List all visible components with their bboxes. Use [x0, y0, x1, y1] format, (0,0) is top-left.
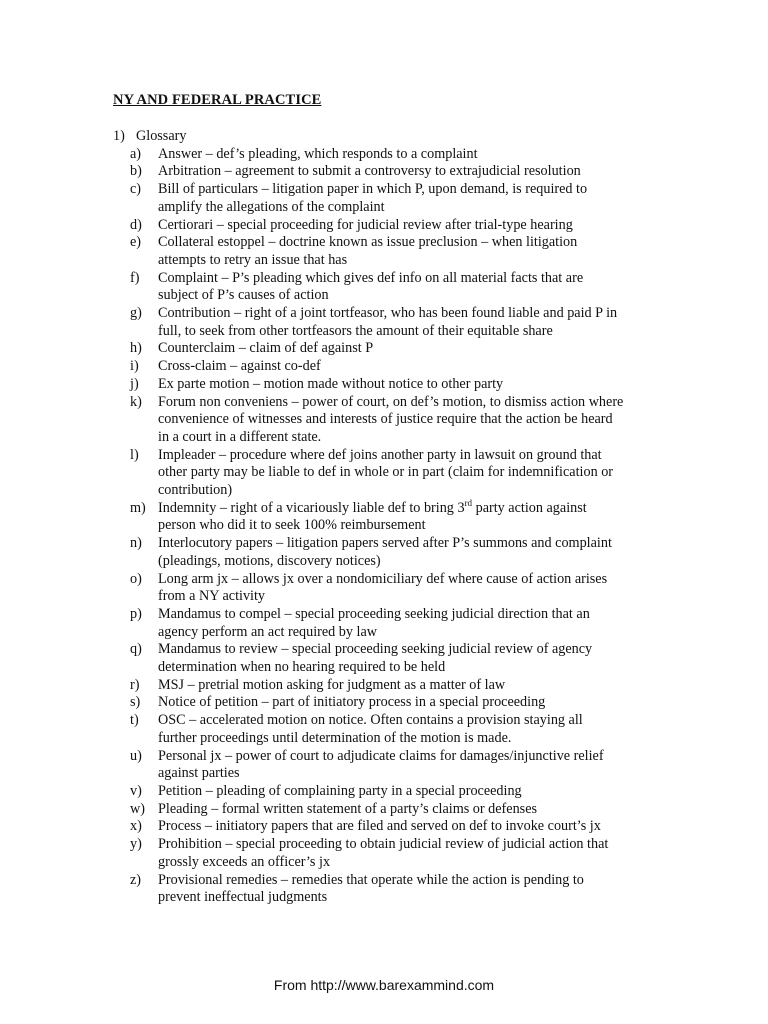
glossary-item [113, 801, 673, 819]
glossary-section [113, 128, 673, 907]
glossary-item-text: Long arm jx – allows jx over a nondomiciliary def where cause of action arises from a NY activity [158, 570, 608, 605]
glossary-item-text: Forum non conveniens – power of court, on def’s motion, to dismiss action where convenience of witnesses and interests of justice require that the action be heard in a court in a different state. [158, 393, 624, 445]
glossary-item [113, 376, 673, 394]
glossary-item-text: Bill of particulars – litigation paper in which P, upon demand, is required to amplify the allegations of the complaint [158, 181, 588, 215]
glossary-item-letter: e) [130, 234, 142, 251]
glossary-item-letter: d) [130, 216, 142, 233]
glossary-item-text: MSJ – pretrial motion asking for judgment as a matter of law [158, 676, 506, 693]
glossary-item [113, 146, 673, 164]
glossary-item-letter: g) [130, 305, 142, 322]
glossary-item-text: Mandamus to review – special proceeding seeking judicial review of agency determination when no hearing required to be held [158, 641, 593, 676]
glossary-item-letter: o) [130, 570, 142, 587]
glossary-item-letter: k) [130, 393, 142, 410]
glossary-item [113, 535, 673, 570]
glossary-item-letter: x) [130, 818, 142, 835]
glossary-item-text [158, 497, 673, 535]
glossary-item [113, 217, 673, 235]
glossary-item [113, 606, 673, 641]
glossary-item [113, 783, 673, 801]
glossary-item-text: OSC – accelerated motion on notice. Often contains a provision staying all further proceedings until determination of the motion is made. [158, 712, 583, 746]
glossary-item [113, 497, 673, 535]
glossary-item-letter: q) [130, 641, 142, 658]
glossary-item-letter: r) [130, 676, 140, 693]
glossary-item-letter: y) [130, 836, 142, 853]
glossary-item-text: Collateral estoppel – doctrine known as issue preclusion – when litigation attempts to retry an issue that has [158, 234, 578, 268]
footer-source: From http://www.barexammind.com [273, 977, 495, 993]
glossary-item-text: Pleading – formal written statement of a party’s claims or defenses [158, 800, 538, 817]
glossary-item [113, 571, 673, 606]
glossary-item [113, 270, 673, 305]
glossary-item-letter: z) [130, 871, 142, 888]
glossary-item-letter: u) [130, 747, 142, 764]
glossary-item-letter: h) [130, 340, 142, 357]
glossary-item [113, 358, 673, 376]
glossary-item-text: Personal jx – power of court to adjudicate claims for damages/injunctive relief against parties [158, 747, 604, 782]
glossary-item-text: Arbitration – agreement to submit a controversy to extrajudicial resolution [158, 163, 581, 180]
section-heading [113, 128, 673, 146]
glossary-item [113, 447, 673, 500]
glossary-item [113, 872, 673, 907]
glossary-item-letter: n) [130, 535, 142, 552]
glossary-item-text-part: Indemnity – right of a vicariously liable def to bring 3 [158, 499, 465, 516]
glossary-item [113, 234, 673, 269]
glossary-item-text: Notice of petition – part of initiatory process in a special proceeding [158, 694, 546, 711]
glossary-item-letter: a) [130, 145, 142, 162]
glossary-item-letter: f) [130, 269, 140, 286]
glossary-item-text: Process – initiatory papers that are filed and served on def to invoke court’s jx [158, 818, 601, 835]
glossary-item [113, 394, 673, 447]
glossary-item [113, 181, 673, 216]
glossary-item-letter: p) [130, 605, 142, 622]
section-number: 1) [113, 128, 125, 144]
glossary-item-text: Provisional remedies – remedies that operate while the action is pending to prevent ineffectual judgments [158, 871, 584, 906]
section-title: Glossary [136, 128, 187, 144]
glossary-item-text: Certiorari – special proceeding for judicial review after trial-type hearing [158, 216, 573, 233]
glossary-item [113, 836, 673, 871]
glossary-item-letter: s) [130, 694, 141, 711]
glossary-item-text: Counterclaim – claim of def against P [158, 340, 374, 357]
glossary-item-letter: v) [130, 783, 142, 799]
glossary-item-text: Ex parte motion – motion made without notice to other party [158, 375, 504, 392]
glossary-item [113, 694, 673, 712]
glossary-item [113, 163, 673, 181]
glossary-item-letter: c) [130, 181, 142, 198]
glossary-item-letter: m) [130, 499, 146, 516]
glossary-item-letter: j) [130, 375, 139, 392]
glossary-item-letter: w) [130, 800, 145, 817]
glossary-item [113, 340, 673, 358]
glossary-item [113, 748, 673, 783]
glossary-item [113, 712, 673, 747]
glossary-item-text: Prohibition – special proceeding to obtain judicial review of judicial action that grossly exceeds an officer’s jx [158, 836, 609, 870]
glossary-list [113, 146, 673, 907]
glossary-item-text: Interlocutory papers – litigation papers served after P’s summons and complaint (pleadings, motions, discovery notices) [158, 535, 612, 569]
glossary-item-text: Petition – pleading of complaining party in a special proceeding [158, 783, 522, 799]
glossary-item-letter: l) [130, 446, 139, 463]
superscript-ordinal: rd [464, 497, 473, 508]
glossary-item-text: Impleader – procedure where def joins another party in lawsuit on ground that other party may be liable to def in whole or in part (claim for indemnification or contribution) [158, 446, 614, 499]
glossary-item [113, 305, 673, 340]
glossary-item-text: Mandamus to compel – special proceeding seeking judicial direction that an agency perform an act required by law [158, 605, 590, 640]
glossary-item [113, 818, 673, 836]
glossary-item-letter: t) [130, 712, 139, 729]
glossary-item-letter: i) [130, 358, 139, 375]
glossary-item-text: Complaint – P’s pleading which gives def info on all material facts that are subject of P’s causes of action [158, 269, 584, 304]
glossary-item-text: Answer – def’s pleading, which responds to a complaint [158, 145, 478, 162]
glossary-item [113, 641, 673, 676]
glossary-item [113, 677, 673, 695]
glossary-item-text: Contribution – right of a joint tortfeasor, who has been found liable and paid P in full, to seek from other tortfeasors the amount of their equitable share [158, 305, 618, 339]
glossary-item-letter: b) [130, 163, 142, 180]
glossary-item-text: Cross-claim – against co-def [158, 358, 321, 375]
glossary-item-text-part: party action against person who did it to seek 100% reimbursement [158, 499, 587, 534]
page-title: NY AND FEDERAL PRACTICE [113, 92, 322, 108]
